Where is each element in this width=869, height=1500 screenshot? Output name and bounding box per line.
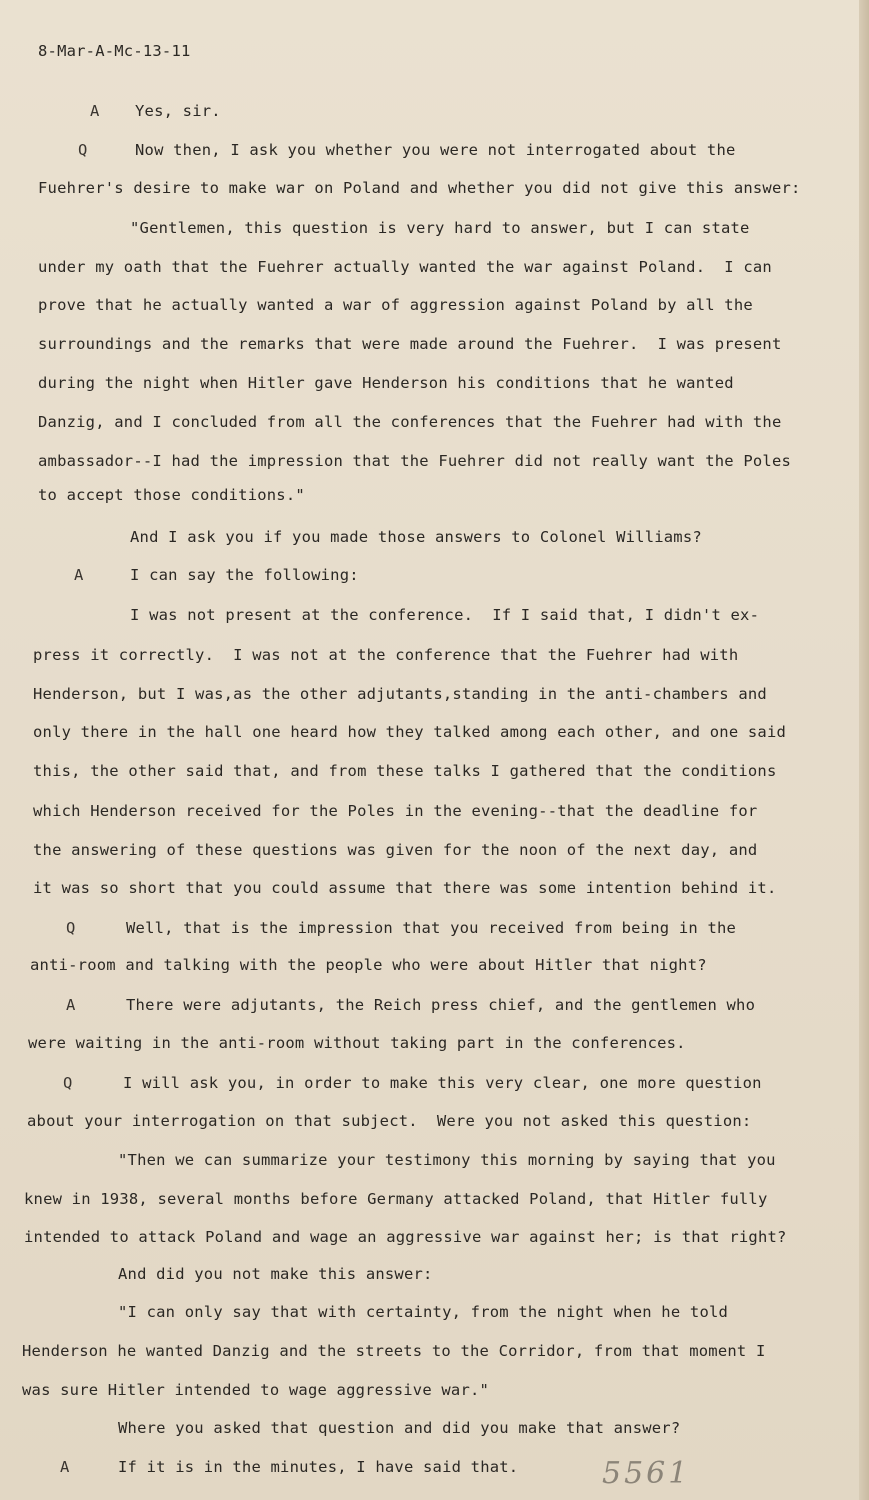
text-line: Yes, sir. — [135, 102, 221, 120]
text-line: to accept those conditions." — [38, 486, 305, 504]
text-line: Danzig, and I concluded from all the conferences that the Fuehrer had with the — [38, 413, 782, 431]
text-line: Henderson he wanted Danzig and the streets to the Corridor, from that moment I — [22, 1342, 766, 1360]
speaker-marker: A — [74, 566, 84, 584]
text-line: I can say the following: — [130, 566, 359, 584]
page-edge — [859, 0, 869, 1500]
speaker-marker: Q — [63, 1074, 73, 1092]
text-line: And I ask you if you made those answers to Colonel Williams? — [130, 528, 702, 546]
text-line: Where you asked that question and did you make that answer? — [118, 1419, 681, 1437]
text-line: were waiting in the anti-room without taking part in the conferences. — [28, 1034, 686, 1052]
text-line: I will ask you, in order to make this very clear, one more question — [123, 1074, 762, 1092]
text-line: "Gentlemen, this question is very hard to answer, but I can state — [130, 219, 750, 237]
text-line: And did you not make this answer: — [118, 1265, 433, 1283]
text-line: There were adjutants, the Reich press chief, and the gentlemen who — [126, 996, 756, 1014]
text-line: under my oath that the Fuehrer actually wanted the war against Poland. I can — [38, 258, 772, 276]
text-line: it was so short that you could assume that there was some intention behind it. — [33, 879, 777, 897]
speaker-marker: A — [90, 102, 100, 120]
text-line: this, the other said that, and from these talks I gathered that the conditions — [33, 762, 777, 780]
text-line: about your interrogation on that subject. Were you not asked this question: — [27, 1112, 752, 1130]
text-line: which Henderson received for the Poles in the evening--that the deadline for — [33, 802, 758, 820]
text-line: "I can only say that with certainty, from the night when he told — [118, 1303, 729, 1321]
text-line: the answering of these questions was given for the noon of the next day, and — [33, 841, 758, 859]
text-line: Fuehrer's desire to make war on Poland and whether you did not give this answer: — [38, 179, 801, 197]
text-line: anti-room and talking with the people who were about Hitler that night? — [30, 956, 707, 974]
text-line: ambassador--I had the impression that the Fuehrer did not really want the Poles — [38, 452, 792, 470]
speaker-marker: Q — [66, 919, 76, 937]
speaker-marker: A — [60, 1458, 70, 1476]
text-line: intended to attack Poland and wage an aggressive war against her; is that right? — [24, 1228, 787, 1246]
text-line: If it is in the minutes, I have said that. — [118, 1458, 519, 1476]
speaker-marker: Q — [78, 141, 88, 159]
page-number-stamp: 5561 — [602, 1456, 691, 1491]
text-line: prove that he actually wanted a war of aggression against Poland by all the — [38, 296, 753, 314]
text-line: surroundings and the remarks that were made around the Fuehrer. I was present — [38, 335, 782, 353]
text-line: Henderson, but I was,as the other adjutants,standing in the anti-chambers and — [33, 685, 767, 703]
text-line: "Then we can summarize your testimony this morning by saying that you — [118, 1151, 776, 1169]
text-line: Well, that is the impression that you received from being in the — [126, 919, 737, 937]
document-reference: 8-Mar-A-Mc-13-11 — [38, 42, 191, 60]
text-line: only there in the hall one heard how they talked among each other, and one said — [33, 723, 787, 741]
text-line: knew in 1938, several months before Germany attacked Poland, that Hitler fully — [24, 1190, 768, 1208]
speaker-marker: A — [66, 996, 76, 1014]
text-line: Now then, I ask you whether you were not interrogated about the — [135, 141, 736, 159]
text-line: during the night when Hitler gave Henderson his conditions that he wanted — [38, 374, 734, 392]
text-line: was sure Hitler intended to wage aggressive war." — [22, 1381, 490, 1399]
text-line: press it correctly. I was not at the conference that the Fuehrer had with — [33, 646, 739, 664]
text-line: I was not present at the conference. If I said that, I didn't ex- — [130, 606, 760, 624]
